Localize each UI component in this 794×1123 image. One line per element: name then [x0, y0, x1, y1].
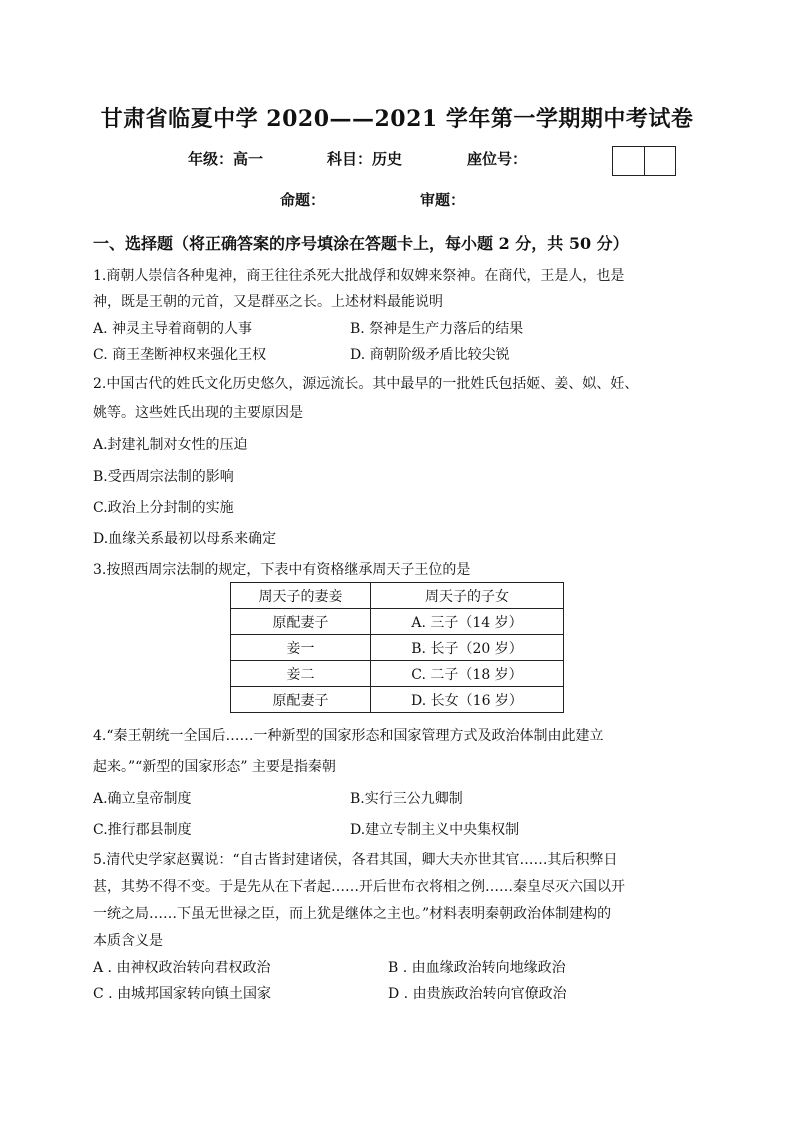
table-cell: B. 长子（20 岁）: [371, 635, 564, 661]
seat-number-box: [612, 146, 676, 176]
table-row: [231, 635, 564, 661]
q2-option-d: D.血缘关系最初以母系来确定: [93, 531, 277, 547]
reviewer-label: 审题：: [420, 191, 466, 209]
table-header-cell: 周天子的妻妾: [231, 583, 371, 609]
table-cell: 妾一: [231, 635, 371, 661]
q2-option-a: A.封建礼制对女性的压迫: [93, 437, 248, 453]
table-row: [231, 609, 564, 635]
table-cell: 原配妻子: [231, 687, 371, 713]
succession-table: [230, 582, 564, 713]
setter-label: 命题：: [280, 191, 326, 209]
q1-stem-line1: 1.商朝人崇信各种鬼神，商王往往杀死大批战俘和奴婢来祭神。在商代，王是人，也是: [93, 268, 625, 284]
q2-option-c: C.政治上分封制的实施: [93, 500, 234, 516]
q2-stem-line1: 2.中国古代的姓氏文化历史悠久，源远流长。其中最早的一批姓氏包括姬、姜、姒、妊、: [93, 376, 639, 392]
q4-option-d: D.建立专制主义中央集权制: [350, 822, 520, 838]
grade-label: 年级：高一: [188, 150, 264, 168]
subject-label: 科目：历史: [327, 150, 403, 168]
table-cell: C. 二子（18 岁）: [371, 661, 564, 687]
table-header-row: [231, 583, 564, 609]
exam-title: 甘肃省临夏中学 2020——2021 学年第一学期期中考试卷: [100, 106, 694, 132]
seat-label: 座位号：: [467, 150, 528, 168]
q4-option-b: B.实行三公九卿制: [350, 791, 463, 807]
table-row: [231, 661, 564, 687]
q4-option-c: C.推行郡县制度: [93, 822, 192, 838]
q4-stem-line2: 起来。”“新型的国家形态” 主要是指秦朝: [93, 759, 336, 775]
q5-option-d: D . 由贵族政治转向官僚政治: [388, 986, 567, 1002]
q1-option-c: C. 商王垄断神权来强化王权: [93, 347, 267, 363]
table-cell: D. 长女（16 岁）: [371, 687, 564, 713]
q5-option-a: A . 由神权政治转向君权政治: [93, 960, 271, 976]
q5-option-b: B . 由血缘政治转向地缘政治: [388, 960, 566, 976]
q2-option-b: B.受西周宗法制的影响: [93, 469, 234, 485]
table-cell: 原配妻子: [231, 609, 371, 635]
q5-stem-line2: 甚，其势不得不变。于是先从在下者起……开后世布衣将相之例……秦皇尽灭六国以开: [93, 879, 625, 895]
table-cell: A. 三子（14 岁）: [371, 609, 564, 635]
q5-stem-line1: 5.清代史学家赵翼说：“自古皆封建诸侯，各君其国，卿大夫亦世其官……其后积弊日: [93, 852, 618, 868]
q1-option-a: A. 神灵主导着商朝的人事: [93, 321, 253, 337]
q3-stem: 3.按照西周宗法制的规定，下表中有资格继承周天子王位的是: [93, 562, 471, 578]
q2-stem-line2: 姚等。这些姓氏出现的主要原因是: [93, 405, 303, 421]
q4-option-a: A.确立皇帝制度: [93, 791, 192, 807]
q1-option-b: B. 祭神是生产力落后的结果: [350, 321, 524, 337]
table-header-cell: 周天子的子女: [371, 583, 564, 609]
table-row: [231, 687, 564, 713]
q1-stem-line2: 神，既是王朝的元首，又是群巫之长。上述材料最能说明: [93, 294, 443, 310]
q4-stem-line1: 4.“秦王朝统一全国后……一种新型的国家形态和国家管理方式及政治体制由此建立: [93, 728, 604, 744]
q5-option-c: C . 由城邦国家转向镇土国家: [93, 986, 272, 1002]
q5-stem-line4: 本质含义是: [93, 933, 163, 949]
table-cell: 妾二: [231, 661, 371, 687]
section-title: 一、选择题（将正确答案的序号填涂在答题卡上，每小题 2 分，共 50 分）: [93, 234, 629, 253]
q1-option-d: D. 商朝阶级矛盾比较尖锐: [350, 347, 510, 363]
q5-stem-line3: 一统之局……下虽无世禄之臣，而上犹是继体之主也。”材料表明秦朝政治体制建构的: [93, 906, 612, 922]
